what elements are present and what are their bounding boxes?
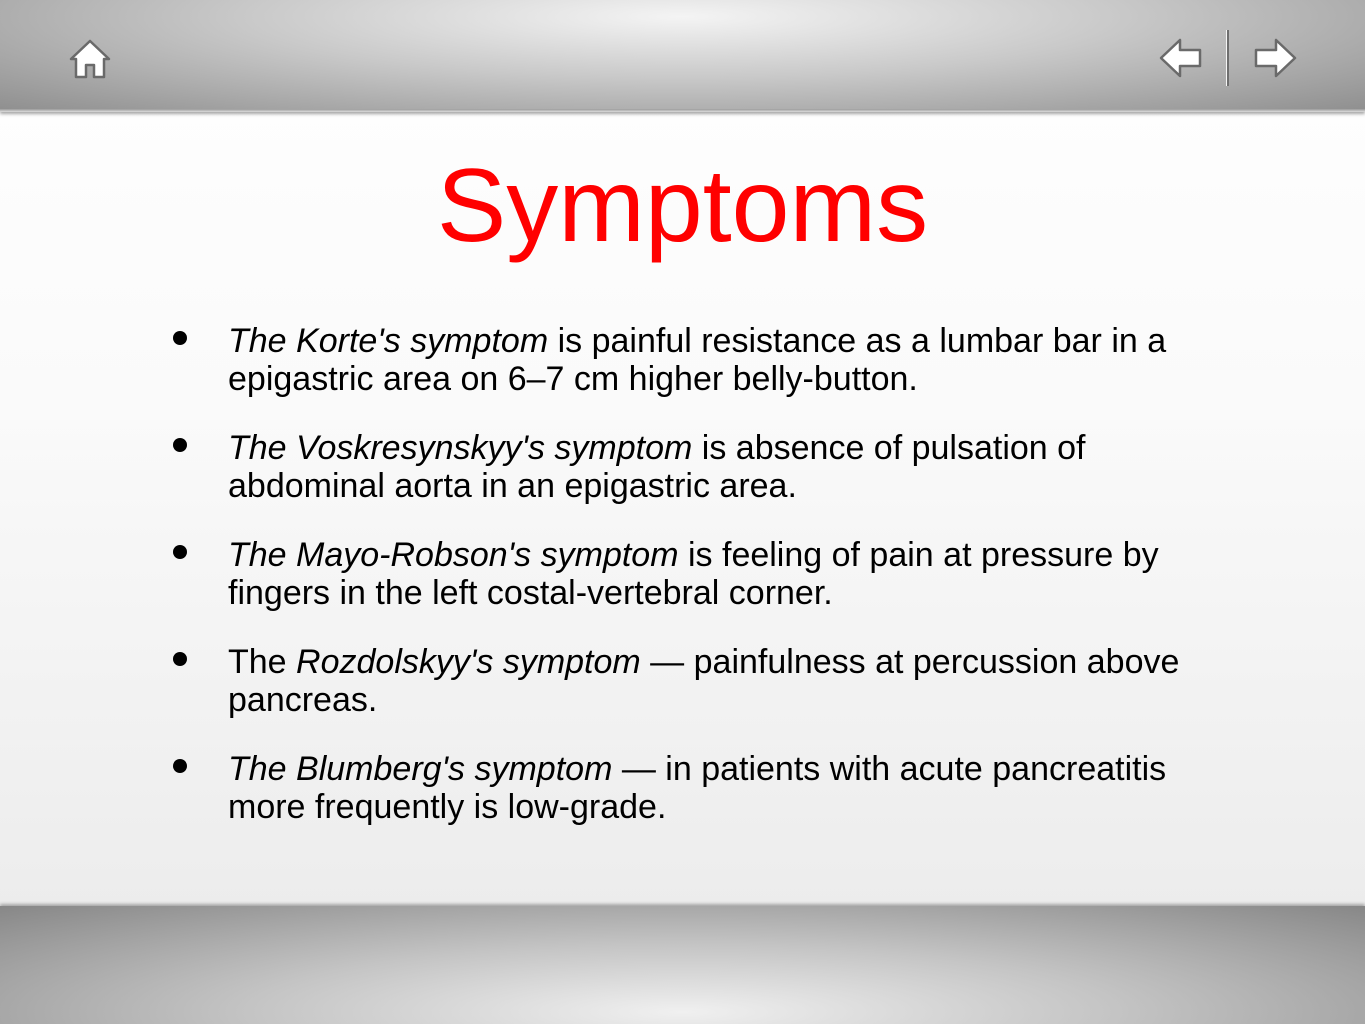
bullet-text: is absence of pulsation of abdominal aorta in an epigastric area. (228, 429, 1086, 505)
list-item (228, 643, 1248, 719)
list-item (228, 750, 1248, 826)
bullet-text: is feeling of pain at pressure by fingers in the left costal-vertebral corner. (228, 536, 1159, 612)
nav-divider (1226, 30, 1229, 86)
list-item (228, 322, 1248, 398)
bullet-italic: The Blumberg's symptom (228, 750, 613, 788)
next-slide-button[interactable] (1252, 36, 1298, 80)
list-item (228, 429, 1248, 505)
bullet-prefix: The (228, 643, 297, 681)
home-icon (68, 38, 112, 80)
list-item (228, 536, 1248, 612)
slide-title: Symptoms (436, 148, 929, 264)
symptom-list (228, 322, 1248, 857)
previous-slide-button[interactable] (1158, 36, 1204, 80)
bullet-text: is painful resistance as a lumbar bar in a epigastric area on 6–7 cm higher belly-button. (228, 322, 1167, 398)
arrow-left-icon (1158, 36, 1204, 80)
bullet-italic: The Mayo-Robson's symptom (228, 536, 679, 574)
bullet-italic: The Korte's symptom (228, 322, 549, 360)
arrow-right-icon (1252, 36, 1298, 80)
bullet-text: — in patients with acute pancreatitis more frequently is low-grade. (228, 750, 1167, 826)
bullet-italic: Rozdolskyy's symptom (296, 643, 641, 681)
bullet-text: — painfulness at percussion above pancreas. (228, 643, 1180, 719)
bullet-italic: The Voskresynskyy's symptom (228, 429, 693, 467)
top-nav-bar (0, 0, 1365, 112)
bottom-bar (0, 906, 1365, 1024)
home-button[interactable] (68, 38, 112, 80)
